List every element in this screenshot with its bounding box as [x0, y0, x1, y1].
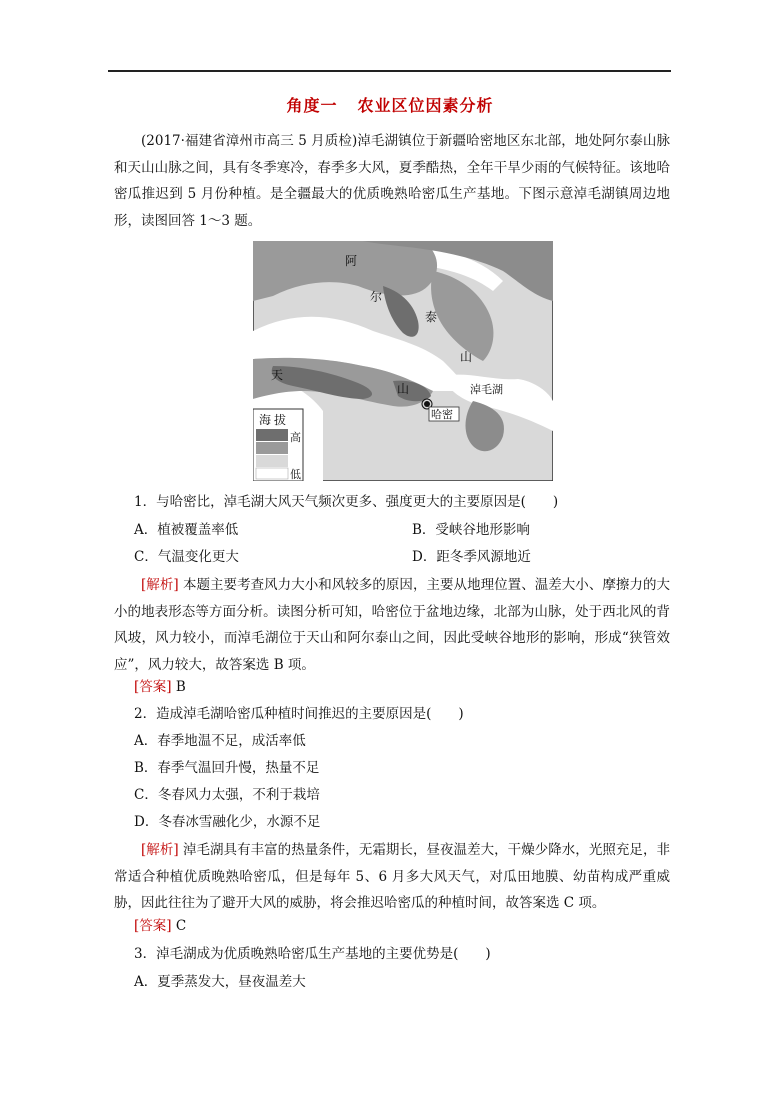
map-label-er: 尔 [370, 290, 383, 304]
map-legend-high: 高 [290, 432, 301, 444]
q1-answer [134, 677, 690, 697]
q1-option-c: C．气温变化更大 [134, 549, 239, 565]
q1-option-d: D．距冬季风源地近 [412, 549, 531, 565]
q2-analysis [114, 837, 670, 917]
q3-option-a: A．夏季蒸发大，昼夜温差大 [134, 974, 306, 990]
q3-stem: 3．淖毛湖成为优质晚熟哈密瓜生产基地的主要优势是( ) [134, 946, 491, 962]
map-label-tian: 天 [271, 368, 284, 382]
q2-option-b: B．春季气温回升慢，热量不足 [134, 760, 320, 776]
q1-option-b: B．受峡谷地形影响 [412, 522, 530, 538]
map-legend-low: 低 [290, 469, 301, 481]
map-hami-marker [424, 401, 430, 407]
q2-answer-tag: [答案] [134, 918, 172, 934]
map-label-hami: 哈密 [431, 409, 453, 421]
q2-analysis-text: 淖毛湖具有丰富的热量条件，无霜期长，昼夜温差大，干燥少降水，光照充足，非常适合种植优质晚熟哈密瓜，但是每年 5、6 月多大风天气，对瓜田地膜、幼苗构成严重威胁，因此往往为了避开大风的威胁，将会推迟哈密瓜的种植时间，故答案选 C 项。 [114, 842, 670, 911]
q1-option-a: A．植被覆盖率低 [134, 522, 239, 538]
section-title-text: 农业区位因素分析 [357, 96, 494, 115]
q1-analysis-tag: [解析] [141, 577, 179, 593]
q2-analysis-tag: [解析] [141, 842, 179, 858]
intro-paragraph: (2017·福建省漳州市高三 5 月质检)淖毛湖镇位于新疆哈密地区东北部，地处阿尔泰山脉和天山山脉之间，具有冬季寒冷，春季多大风，夏季酷热，全年干旱少雨的气候特征。该地哈密瓜推迟到 5 月份种植。是全疆最大的优质晚熟哈密瓜生产基地。下图示意淖毛湖镇周边地形，读图回答 1～3 题。 [114, 133, 670, 229]
map-label-a: 阿 [345, 254, 358, 268]
legend-swatch-high [256, 429, 288, 441]
q1-options-row1 [134, 520, 670, 540]
map-label-naomaohu: 淖毛湖 [470, 384, 503, 396]
q1-answer-tag: [答案] [134, 679, 172, 695]
legend-swatch-mid [256, 442, 288, 454]
q1-analysis-text: 本题主要考查风力大小和风较多的原因，主要从地理位置、温差大小、摩擦力的大小的地表形态等方面分析。读图分析可知，哈密位于盆地边缘，北部为山脉，处于西北风的背风坡，风力较小，而淖毛湖位于天山和阿尔泰山之间，因此受峡谷地形的影响，形成“狭管效应”，风力较大，故答案选 B 项。 [114, 577, 670, 673]
section-title [0, 93, 780, 116]
q2-answer-value: C [175, 918, 187, 934]
map-label-shan-south: 山 [397, 382, 410, 396]
legend-swatch-low [256, 468, 288, 479]
q2-answer [134, 916, 690, 936]
q2-option-d: D．冬春冰雪融化少，水源不足 [134, 814, 321, 830]
terrain-map [253, 241, 553, 481]
q1-options-row2 [134, 547, 670, 567]
q2-option-a: A．春季地温不足，成活率低 [134, 733, 306, 749]
section-title-number: 角度一 [286, 96, 338, 115]
legend-swatch-lowmid [256, 455, 288, 467]
top-rule [108, 70, 671, 72]
map-label-shan-north: 山 [460, 350, 473, 364]
q2-stem: 2．造成淖毛湖哈密瓜种植时间推迟的主要原因是( ) [134, 706, 464, 722]
q2-option-c: C．冬春风力太强，不利于栽培 [134, 787, 320, 803]
q1-stem: 1．与哈密比，淖毛湖大风天气频次更多、强度更大的主要原因是( ) [134, 494, 559, 510]
map-label-tai: 泰 [425, 310, 438, 324]
map-legend-title: 海 拔 [259, 413, 287, 427]
q1-analysis [114, 572, 670, 678]
q1-answer-value: B [175, 679, 186, 695]
